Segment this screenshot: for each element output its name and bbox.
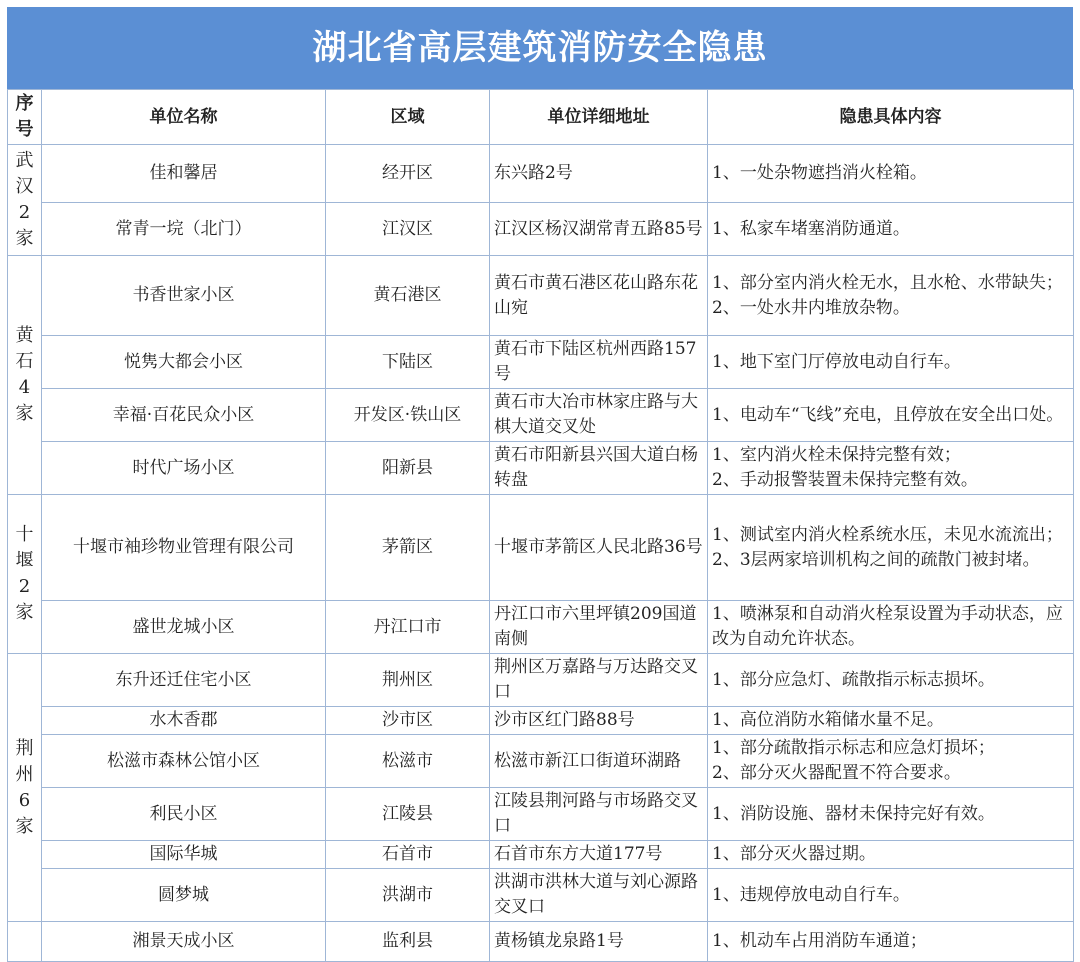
address: 东兴路2号 bbox=[490, 145, 708, 203]
hazard-table bbox=[7, 89, 1074, 962]
issue-content bbox=[708, 869, 1074, 922]
header-area: 区域 bbox=[326, 90, 490, 145]
issue-content bbox=[708, 601, 1074, 654]
issue-line: 2、3层两家培训机构之间的疏散门被封堵。 bbox=[712, 549, 1040, 570]
address: 沙市区红门路88号 bbox=[490, 707, 708, 735]
issue-line: 1、电动车“飞线”充电，且停放在安全出口处。 bbox=[712, 404, 1064, 425]
issue-line: 1、部分室内消火栓无水，且水枪、水带缺失； bbox=[712, 272, 1063, 293]
table-row bbox=[8, 735, 1074, 788]
table-row bbox=[8, 203, 1074, 256]
issue-content bbox=[708, 707, 1074, 735]
header-seq: 序号 bbox=[8, 90, 42, 145]
address: 江汉区杨汉湖常青五路85号 bbox=[490, 203, 708, 256]
unit-name: 书香世家小区 bbox=[42, 256, 326, 336]
issue-line: 1、喷淋泵和自动消火栓泵设置为手动状态，应改为自动允许状态。 bbox=[712, 604, 1063, 649]
issue-line: 2、部分灭火器配置不符合要求。 bbox=[712, 763, 961, 783]
area: 洪湖市 bbox=[326, 869, 490, 922]
issue-content bbox=[708, 389, 1074, 442]
group-label: 荆州6家 bbox=[8, 654, 42, 922]
unit-name: 幸福·百花民众小区 bbox=[42, 389, 326, 442]
area: 沙市区 bbox=[326, 707, 490, 735]
address: 黄石市阳新县兴国大道白杨转盘 bbox=[490, 442, 708, 495]
header-address: 单位详细地址 bbox=[490, 90, 708, 145]
table-body bbox=[8, 145, 1074, 962]
header-issue: 隐患具体内容 bbox=[708, 90, 1074, 145]
table-row bbox=[8, 869, 1074, 922]
unit-name: 湘景天成小区 bbox=[42, 922, 326, 962]
issue-content bbox=[708, 735, 1074, 788]
issue-content bbox=[708, 256, 1074, 336]
table-row bbox=[8, 389, 1074, 442]
header-row bbox=[8, 90, 1074, 145]
area: 黄石港区 bbox=[326, 256, 490, 336]
issue-line: 1、室内消火栓未保持完整有效； bbox=[712, 445, 961, 465]
address: 十堰市茅箭区人民北路36号 bbox=[490, 495, 708, 601]
unit-name: 十堰市袖珍物业管理有限公司 bbox=[42, 495, 326, 601]
table-row bbox=[8, 841, 1074, 869]
issue-line: 1、部分疏散指示标志和应急灯损坏； bbox=[712, 738, 995, 758]
table-row bbox=[8, 654, 1074, 707]
area: 丹江口市 bbox=[326, 601, 490, 654]
unit-name: 利民小区 bbox=[42, 788, 326, 841]
unit-name: 佳和馨居 bbox=[42, 145, 326, 203]
address: 黄杨镇龙泉路1号 bbox=[490, 922, 708, 962]
table-row bbox=[8, 788, 1074, 841]
issue-line: 2、手动报警装置未保持完整有效。 bbox=[712, 470, 978, 490]
table-row bbox=[8, 495, 1074, 601]
unit-name: 常青一垸（北门） bbox=[42, 203, 326, 256]
area: 经开区 bbox=[326, 145, 490, 203]
area: 监利县 bbox=[326, 922, 490, 962]
area: 阳新县 bbox=[326, 442, 490, 495]
issue-line: 1、违规停放电动自行车。 bbox=[712, 884, 910, 905]
issue-line: 1、部分应急灯、疏散指示标志损坏。 bbox=[712, 669, 995, 690]
unit-name: 水木香郡 bbox=[42, 707, 326, 735]
unit-name: 时代广场小区 bbox=[42, 442, 326, 495]
table-row bbox=[8, 707, 1074, 735]
issue-content bbox=[708, 841, 1074, 869]
group-label: 黄石4家 bbox=[8, 256, 42, 495]
issue-content bbox=[708, 203, 1074, 256]
issue-line: 1、机动车占用消防车通道； bbox=[712, 931, 927, 951]
address: 江陵县荆河路与市场路交叉口 bbox=[490, 788, 708, 841]
area: 江汉区 bbox=[326, 203, 490, 256]
issue-content bbox=[708, 922, 1074, 962]
issue-line: 1、一处杂物遮挡消火栓箱。 bbox=[712, 163, 927, 183]
address: 松滋市新江口街道环湖路 bbox=[490, 735, 708, 788]
unit-name: 盛世龙城小区 bbox=[42, 601, 326, 654]
area: 江陵县 bbox=[326, 788, 490, 841]
group-label: 十堰2家 bbox=[8, 495, 42, 654]
address: 丹江口市六里坪镇209国道南侧 bbox=[490, 601, 708, 654]
issue-line: 1、高位消防水箱储水量不足。 bbox=[712, 710, 944, 730]
unit-name: 东升还迁住宅小区 bbox=[42, 654, 326, 707]
issue-line: 1、消防设施、器材未保持完好有效。 bbox=[712, 803, 995, 824]
address: 黄石市大冶市林家庄路与大棋大道交叉处 bbox=[490, 389, 708, 442]
area: 茅箭区 bbox=[326, 495, 490, 601]
issue-content bbox=[708, 336, 1074, 389]
table-row bbox=[8, 922, 1074, 962]
issue-content bbox=[708, 145, 1074, 203]
group-label: 武汉2家 bbox=[8, 145, 42, 256]
address: 洪湖市洪林大道与刘心源路交叉口 bbox=[490, 869, 708, 922]
issue-line: 1、地下室门厅停放电动自行车。 bbox=[712, 351, 961, 372]
header-unit: 单位名称 bbox=[42, 90, 326, 145]
page-title: 湖北省高层建筑消防安全隐患 bbox=[7, 7, 1073, 89]
group-label bbox=[8, 922, 42, 962]
issue-content bbox=[708, 788, 1074, 841]
area: 石首市 bbox=[326, 841, 490, 869]
issue-content bbox=[708, 495, 1074, 601]
area: 下陆区 bbox=[326, 336, 490, 389]
unit-name: 悦隽大都会小区 bbox=[42, 336, 326, 389]
table-row bbox=[8, 256, 1074, 336]
issue-content bbox=[708, 442, 1074, 495]
address: 荆州区万嘉路与万达路交叉口 bbox=[490, 654, 708, 707]
issue-line: 1、私家车堵塞消防通道。 bbox=[712, 218, 910, 239]
issue-line: 1、测试室内消火栓系统水压，未见水流流出； bbox=[712, 524, 1063, 545]
address: 石首市东方大道177号 bbox=[490, 841, 708, 869]
unit-name: 松滋市森林公馆小区 bbox=[42, 735, 326, 788]
unit-name: 国际华城 bbox=[42, 841, 326, 869]
address: 黄石市黄石港区花山路东花山宛 bbox=[490, 256, 708, 336]
issue-line: 1、部分灭火器过期。 bbox=[712, 844, 876, 864]
area: 荆州区 bbox=[326, 654, 490, 707]
table-row bbox=[8, 336, 1074, 389]
table-row bbox=[8, 601, 1074, 654]
issue-content bbox=[708, 654, 1074, 707]
address: 黄石市下陆区杭州西路157号 bbox=[490, 336, 708, 389]
area: 松滋市 bbox=[326, 735, 490, 788]
table-row bbox=[8, 442, 1074, 495]
unit-name: 圆梦城 bbox=[42, 869, 326, 922]
issue-line: 2、一处水井内堆放杂物。 bbox=[712, 297, 910, 318]
area: 开发区·铁山区 bbox=[326, 389, 490, 442]
table-row bbox=[8, 145, 1074, 203]
